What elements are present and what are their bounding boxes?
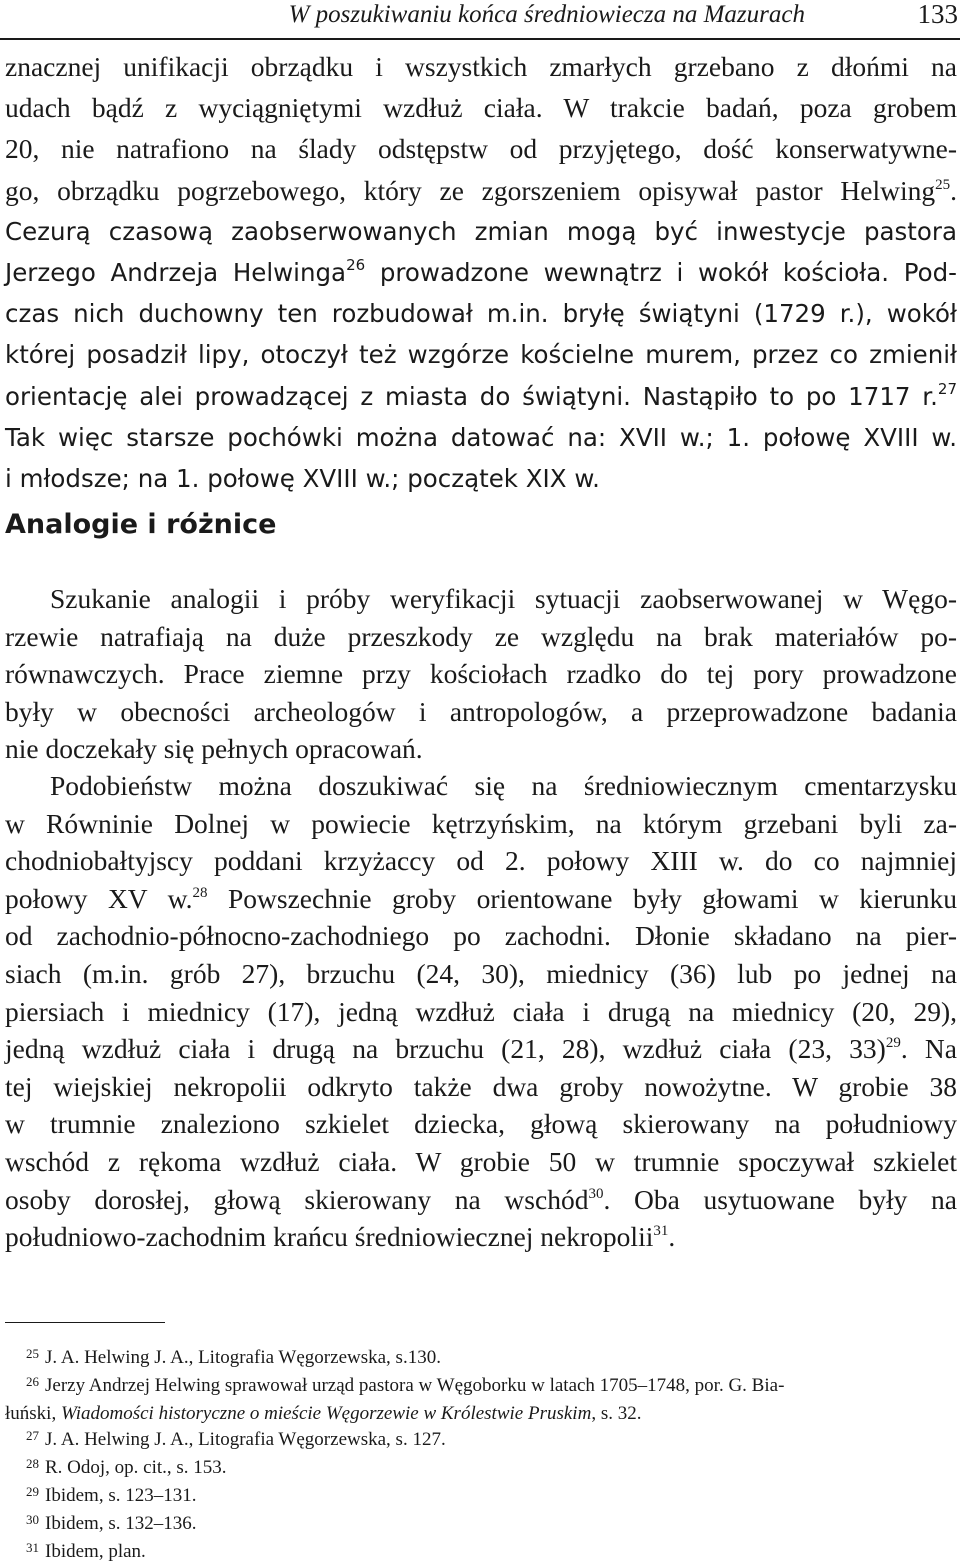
text-segment: . xyxy=(668,1221,676,1253)
text-line xyxy=(5,376,957,417)
text-line xyxy=(5,170,957,211)
page-number: 133 xyxy=(917,0,958,29)
footnote-item xyxy=(5,1511,957,1539)
footnote-ref: 31 xyxy=(653,1223,669,1240)
footnote-ref: 29 xyxy=(885,1035,901,1052)
footnote-text: J. A. Helwing J. A., Litografia Węgorzewska, s.130. xyxy=(45,1347,441,1368)
text-line: rzewie natrafiają na duże przeszkody ze względu na brak materiałów po- xyxy=(5,620,957,652)
text-segment: Cezurą czasową zaobserwowanych zmian mogą być inwestycje pastora xyxy=(5,216,957,246)
footnote-number-text: 27 xyxy=(26,1428,39,1444)
text-segment: . Na xyxy=(900,1033,957,1065)
footnote-ref: 26 xyxy=(346,256,366,275)
text-segment: połowy XV w. xyxy=(5,882,193,914)
footnote-text: Ibidem, s. 123–131. xyxy=(45,1484,197,1506)
footnote-number xyxy=(5,1373,45,1401)
text-line: siach (m.in. grób 27), brzuchu (24, 30), miednicy (36) lub po jednej na xyxy=(5,957,957,989)
text-segment: . Oba usytuowane były na xyxy=(603,1183,958,1215)
footnote-number xyxy=(5,1345,45,1373)
text-line: Podobieństw można doszukiwać się na średniowiecznym cmentarzysku xyxy=(50,770,957,801)
text-line xyxy=(5,1181,957,1219)
page-header xyxy=(0,0,960,40)
footnote-item xyxy=(5,1455,957,1483)
text-line: równawczych. Prace ziemne przy kościołach rzadko do tej pory prowadzone xyxy=(5,658,957,690)
footnote-number xyxy=(5,1427,45,1455)
footnote-item xyxy=(5,1483,957,1511)
footnote-title: Wiadomości historyczne o mieście Węgorzewie w Królestwie Pruskim xyxy=(60,1402,592,1424)
footnote-ref: 30 xyxy=(588,1185,604,1202)
running-title: W poszukiwaniu końca średniowiecza na Mazurach xyxy=(288,1,805,28)
text-segment: jedną wzdłuż ciała i drugą na brzuchu (21, 28), wzdłuż ciała (23, 33) xyxy=(5,1033,886,1065)
footnote-number-text: 25 xyxy=(26,1346,39,1361)
footnote-text: Ibidem, plan. xyxy=(45,1540,146,1562)
footnote-separator xyxy=(5,1322,165,1323)
text-line: Tak więc starsze pochówki można datować na: XVII w.; 1. połowę XVIII w. xyxy=(5,422,957,452)
footnote-number xyxy=(5,1511,45,1539)
text-segment: . xyxy=(950,174,957,206)
text-line: w trumnie znaleziono szkielet dziecka, głową skierowany na południowy xyxy=(5,1108,957,1140)
footnote-item xyxy=(5,1345,957,1373)
text-segment: osoby dorosłej, głową skierowany na wschód xyxy=(5,1183,589,1215)
footnotes-list xyxy=(5,1345,957,1566)
text-segment: Powszechnie groby orientowane były głowami w kierunku xyxy=(207,882,957,914)
footnote-item xyxy=(5,1427,957,1455)
footnote-text: J. A. Helwing J. A., Litografia Węgorzewska, s. 127. xyxy=(45,1429,446,1451)
text-line xyxy=(5,1218,957,1256)
text-line: nie doczekały się pełnych opracowań. xyxy=(5,733,423,765)
footnote-number-text: 31 xyxy=(26,1539,39,1555)
text-line: chodniobałtyjscy poddani krzyżaccy od 2. połowy XIII w. do co najmniej xyxy=(5,845,957,877)
footnote-text: Jerzy Andrzej Helwing sprawował urząd pastora w Węgoborku w latach 1705–1748, por. G. Bia- xyxy=(45,1374,785,1396)
text-segment: prowadzone wewnątrz i wokół kościoła. Pod- xyxy=(365,258,957,288)
footnote-text: , s. 32. xyxy=(591,1402,642,1424)
footnote-ref: 27 xyxy=(937,379,957,398)
text-line: tej wiejskiej nekropolii odkryto także dwa groby nowożytne. W grobie 38 xyxy=(5,1070,957,1102)
paragraph-3 xyxy=(5,767,957,1256)
text-line xyxy=(5,1030,957,1068)
footnote-number-text: 29 xyxy=(26,1483,39,1499)
text-line: wschód z rękoma wzdłuż ciała. W grobie 50 w trumnie spoczywał szkielet xyxy=(5,1145,957,1177)
footnote-text: Ibidem, s. 132–136. xyxy=(45,1512,197,1534)
text-line: i młodsze; na 1. połowę XVIII w.; początek XIX w. xyxy=(5,464,600,494)
text-line: piersiach i miednicy (17), jedną wzdłuż ciała i drugą na miednicy (20, 29), xyxy=(5,995,957,1027)
paragraph-1 xyxy=(5,46,957,499)
footnote-number-text: 26 xyxy=(26,1373,39,1389)
text-line: Szukanie analogii i próby weryfikacji sytuacji zaobserwowanej w Węgo- xyxy=(50,583,957,614)
footnote-number-text: 30 xyxy=(26,1511,39,1527)
footnote-item-continuation xyxy=(5,1401,957,1428)
text-line: w Równinie Dolnej w powiecie kętrzyńskim, na którym grzebani byli za- xyxy=(5,807,957,839)
footnote-number xyxy=(5,1483,45,1511)
footnote-number xyxy=(5,1455,45,1483)
text-segment: go, obrządku pogrzebowego, który ze zgorszeniem opisywał pastor Helwing xyxy=(5,174,936,206)
text-line: czas nich duchowny ten rozbudował m.in. bryłę świątyni (1729 r.), wokół xyxy=(5,299,957,329)
text-line: udach bądź z wyciągniętymi wzdłuż ciała. W trakcie badań, poza grobem xyxy=(5,92,957,124)
footnote-item xyxy=(5,1539,957,1566)
footnote-ref: 28 xyxy=(192,884,208,901)
text-line: 20, nie natrafiono na ślady odstępstw od przyjętego, dość konserwatywne- xyxy=(5,133,957,165)
text-line: której posadził lipy, otoczył też wzgórze kościelne murem, przez co zmienił xyxy=(5,340,957,370)
text-line xyxy=(5,211,957,252)
footnote-item xyxy=(5,1373,957,1401)
text-segment: orientację alei prowadzącej z miasta do świątyni. Nastąpiło to po 1717 r. xyxy=(5,381,938,411)
text-line xyxy=(5,880,957,918)
footnote-text: R. Odoj, op. cit., s. 153. xyxy=(45,1457,227,1479)
footnote-number-text: 28 xyxy=(26,1456,39,1472)
section-heading: Analogie i różnice xyxy=(5,509,277,540)
text-line: były w obecności archeologów i antropologów, a przeprowadzone badania xyxy=(5,695,957,727)
text-line xyxy=(5,252,957,293)
footnote-number xyxy=(5,1539,45,1566)
footnote-text: łuński, xyxy=(5,1402,61,1424)
text-segment: Jerzego Andrzeja Helwinga xyxy=(5,258,347,288)
paragraph-2 xyxy=(5,580,957,768)
footnote-ref: 25 xyxy=(935,176,951,193)
text-line: znacznej unifikacji obrządku i wszystkich zmarłych grzebano z dłońmi na xyxy=(5,51,957,82)
text-segment: południowo-zachodnim krańcu średniowiecznej nekropolii xyxy=(5,1221,654,1253)
header-rule xyxy=(0,38,960,40)
text-line: od zachodnio-północno-zachodniego po zachodni. Dłonie składano na pier- xyxy=(5,920,957,952)
